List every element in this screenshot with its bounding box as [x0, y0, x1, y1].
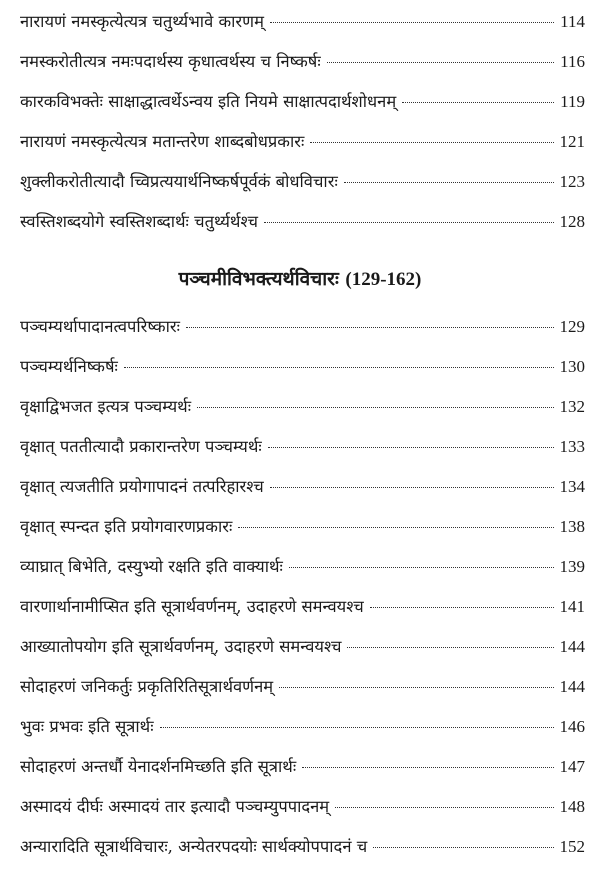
toc-entry	[20, 317, 585, 357]
toc-entry	[20, 477, 585, 517]
toc-entry	[20, 757, 585, 797]
toc-entry	[20, 92, 585, 132]
toc-entry-title: नमस्करोतीत्यत्र नमःपदार्थस्य कृधात्वर्थस्य च निष्कर्षः	[20, 52, 321, 71]
toc-entry	[20, 357, 585, 397]
toc-entry-page: 146	[559, 717, 585, 736]
toc-entry-title: वृक्षात् त्यजतीति प्रयोगापादनं तत्परिहारश्च	[20, 477, 264, 496]
toc-entry-title: पञ्चम्यर्थनिष्कर्षः	[20, 357, 118, 376]
dot-leader	[279, 687, 553, 688]
toc-entry-title: शुक्लीकरोतीत्यादौ च्विप्रत्ययार्थनिष्कर्षपूर्वकं बोधविचारः	[20, 172, 338, 191]
toc-entry-page: 147	[559, 757, 585, 776]
dot-leader	[335, 807, 553, 808]
toc-entry-page: 144	[559, 637, 585, 656]
toc-entry-title: व्याघ्रात् बिभेति, दस्युभ्यो रक्षति इति वाक्यार्थः	[20, 557, 283, 576]
toc-entry	[20, 637, 585, 677]
toc-entry	[20, 212, 585, 252]
toc-entry-page: 141	[559, 597, 585, 616]
toc-entry-title: वारणार्थानामीप्सित इति सूत्रार्थवर्णनम्, उदाहरणे समन्वयश्च	[20, 597, 364, 616]
dot-leader	[270, 487, 554, 488]
toc-entry-title: पञ्चम्यर्थापादानत्वपरिष्कारः	[20, 317, 180, 336]
toc-entry	[20, 517, 585, 557]
toc-entry-title: कारकविभक्तेः साक्षाद्धात्वर्थेऽन्वय इति नियमे साक्षात्पदार्थशोधनम्	[20, 92, 397, 111]
toc-list-top	[20, 12, 585, 252]
dot-leader	[270, 22, 554, 23]
toc-entry-page: 144	[559, 677, 585, 696]
toc-entry	[20, 677, 585, 717]
dot-leader	[238, 527, 553, 528]
dot-leader	[289, 567, 554, 568]
toc-entry-page: 129	[559, 317, 585, 336]
dot-leader	[347, 647, 553, 648]
toc-entry-title: अन्यारादिति सूत्रार्थविचारः, अन्येतरपदयोः सार्थक्योपपादनं च	[20, 837, 368, 856]
toc-entry-title: वृक्षात् स्पन्दत इति प्रयोगवारणप्रकारः	[20, 517, 233, 536]
toc-entry-page: 119	[560, 92, 585, 111]
toc-entry-page: 116	[560, 52, 585, 71]
toc-entry	[20, 132, 585, 172]
dot-leader	[310, 142, 553, 143]
toc-entry-title: सोदाहरणं अन्तर्धौ येनादर्शनमिच्छति इति सूत्रार्थः	[20, 757, 297, 776]
toc-entry	[20, 397, 585, 437]
toc-entry	[20, 717, 585, 757]
dot-leader	[186, 327, 554, 328]
toc-entry-title: नारायणं नमस्कृत्येत्यत्र मतान्तरेण शाब्दबोधप्रकारः	[20, 132, 305, 151]
toc-entry	[20, 597, 585, 637]
section-page-range: (129-162)	[345, 269, 422, 290]
toc-entry-page: 138	[559, 517, 585, 536]
section-heading	[0, 266, 600, 293]
dot-leader	[302, 767, 553, 768]
toc-entry	[20, 172, 585, 212]
dot-leader	[402, 102, 554, 103]
toc-entry	[20, 52, 585, 92]
toc-entry-page: 148	[559, 797, 585, 816]
toc-entry-page: 121	[559, 132, 585, 151]
dot-leader	[264, 222, 554, 223]
toc-entry	[20, 12, 585, 52]
toc-entry-title: आख्यातोपयोग इति सूत्रार्थवर्णनम्, उदाहरणे समन्वयश्च	[20, 637, 342, 656]
dot-leader	[160, 727, 554, 728]
section-title: पञ्चमीविभक्त्यर्थविचारः	[178, 268, 339, 290]
dot-leader	[197, 407, 553, 408]
toc-entry-title: अस्मादयं दीर्घः अस्मादयं तार इत्यादौ पञ्चम्युपपादनम्	[20, 797, 330, 816]
toc-entry-page: 132	[559, 397, 585, 416]
dot-leader	[373, 847, 553, 848]
dot-leader	[124, 367, 554, 368]
toc-entry-page: 128	[559, 212, 585, 231]
toc-entry	[20, 797, 585, 837]
dot-leader	[268, 447, 554, 448]
toc-entry-page: 114	[560, 12, 585, 31]
toc-entry	[20, 557, 585, 597]
dot-leader	[370, 607, 554, 608]
dot-leader	[327, 62, 554, 63]
toc-entry-title: स्वस्तिशब्दयोगे स्वस्तिशब्दार्थः चतुर्थ्यर्थश्च	[20, 212, 258, 231]
toc-entry-title: सोदाहरणं जनिकर्तुः प्रकृतिरितिसूत्रार्थवर्णनम्	[20, 677, 274, 696]
toc-entry-page: 152	[559, 837, 585, 856]
toc-entry-page: 123	[559, 172, 585, 191]
toc-entry-title: वृक्षाद्विभजत इत्यत्र पञ्चम्यर्थः	[20, 397, 192, 416]
toc-entry-title: वृक्षात् पततीत्यादौ प्रकारान्तरेण पञ्चम्यर्थः	[20, 437, 262, 456]
toc-entry-page: 139	[559, 557, 585, 576]
toc-entry-page: 133	[559, 437, 585, 456]
toc-entry-title: नारायणं नमस्कृत्येत्यत्र चतुर्थ्यभावे कारणम्	[20, 12, 264, 31]
toc-entry-page: 130	[559, 357, 585, 376]
dot-leader	[344, 182, 554, 183]
toc-entry-page: 134	[559, 477, 585, 496]
toc-entry	[20, 837, 585, 877]
toc-list-section	[20, 317, 585, 877]
toc-entry-title: भुवः प्रभवः इति सूत्रार्थः	[20, 717, 154, 736]
toc-entry	[20, 437, 585, 477]
